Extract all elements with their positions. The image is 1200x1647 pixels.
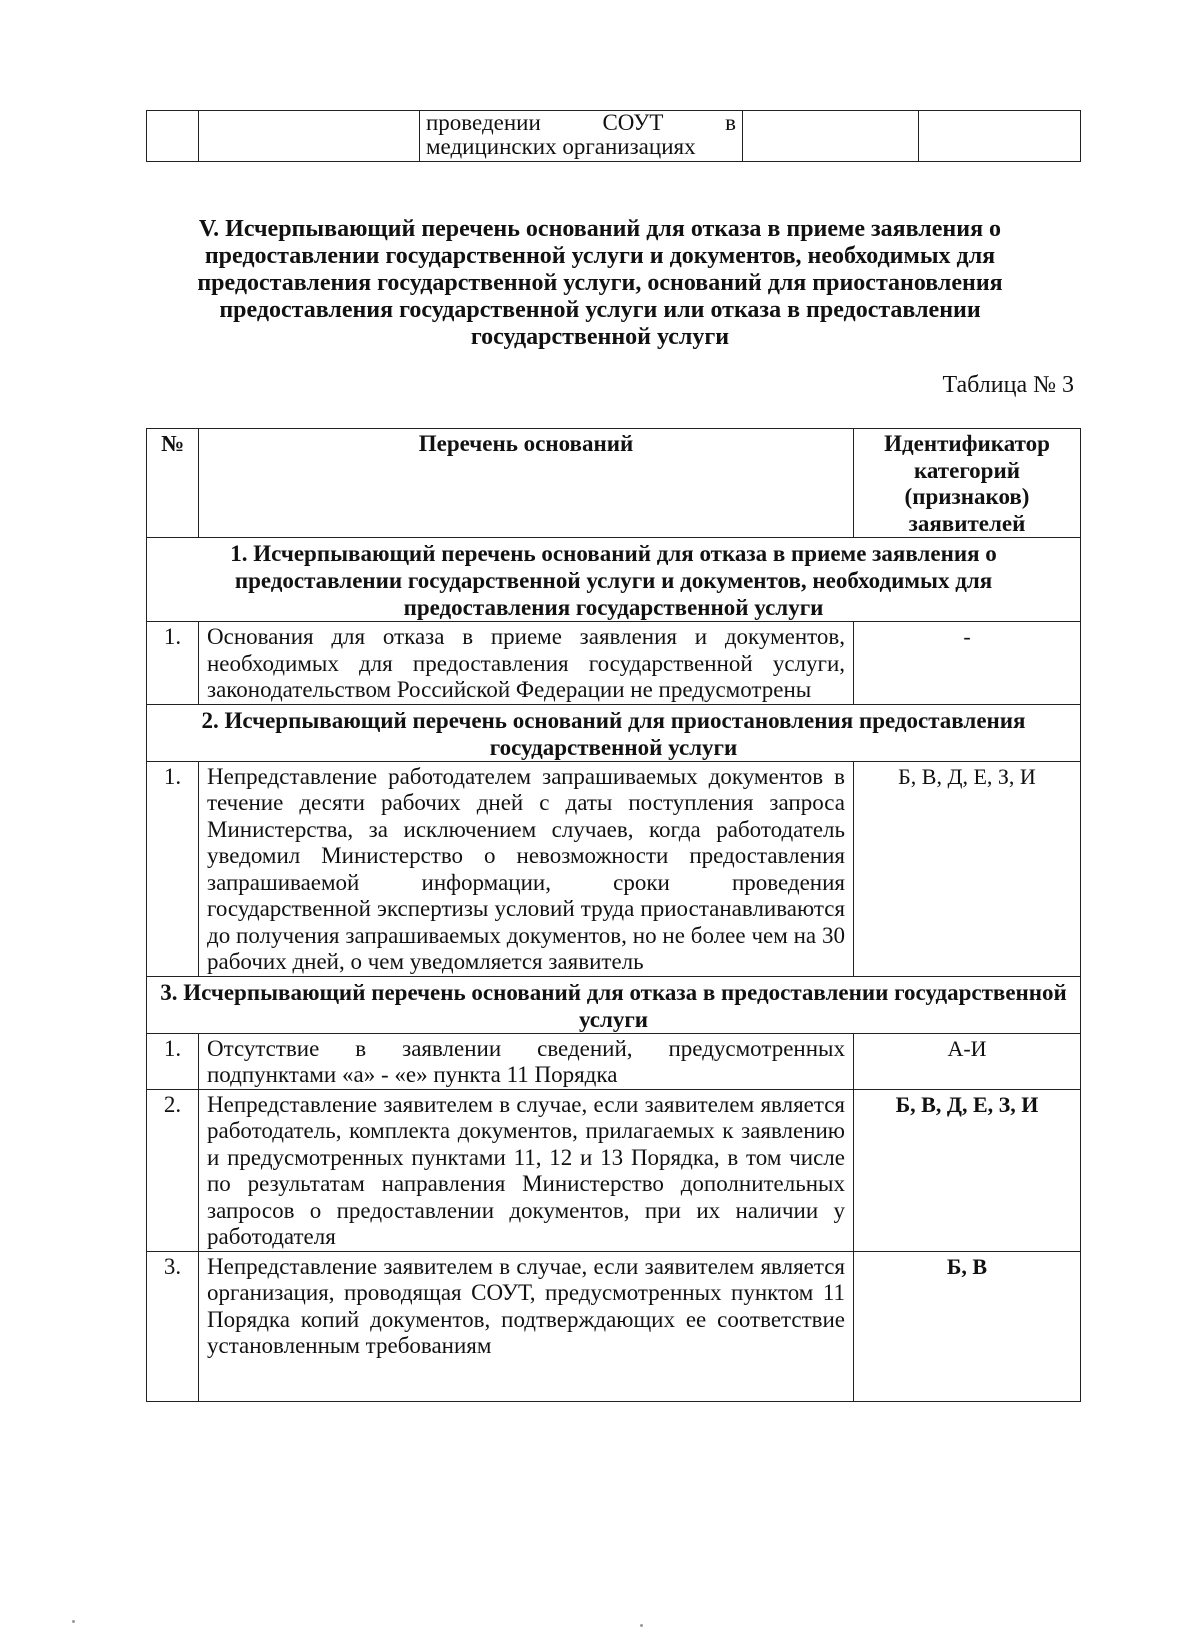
table-cell-empty xyxy=(147,111,199,162)
table-row xyxy=(147,111,1081,162)
table-header-row xyxy=(147,429,1081,538)
row-identifier: Б, В, Д, Е, З, И xyxy=(854,761,1081,976)
row-text: Основания для отказа в приеме заявления и документов, необходимых для предоставления государственной услуги, законодательством Российской Федерации не предусмотрены xyxy=(199,622,854,705)
row-identifier: Б, В xyxy=(854,1251,1081,1401)
row-text: Отсутствие в заявлении сведений, предусмотренных подпунктами «а» - «е» пункта 11 Порядка xyxy=(199,1033,854,1089)
section-heading: V. Исчерпывающий перечень оснований для отказа в приеме заявления о предоставлении государственной услуги и документов, необходимых для предоставления государственной услуги, оснований для приостановления предоставления государственной услуги или отказа в предоставлении государственной услуги xyxy=(197,216,1003,350)
section-row xyxy=(147,704,1081,761)
header-num: № xyxy=(147,429,199,538)
table-caption: Таблица № 3 xyxy=(942,372,1074,398)
table-row xyxy=(147,761,1081,976)
row-identifier: Б, В, Д, Е, З, И xyxy=(854,1089,1081,1251)
scan-marks xyxy=(0,1620,1200,1640)
header-grounds: Перечень оснований xyxy=(199,429,854,538)
row-num: 1. xyxy=(147,622,199,705)
table-row xyxy=(147,622,1081,705)
table-cell-empty xyxy=(199,111,420,162)
section-title: 1. Исчерпывающий перечень оснований для отказа в приеме заявления о предоставлении государственной услуги и документов, необходимых для предоставления государственной услуги xyxy=(147,538,1081,622)
table-cell-empty xyxy=(743,111,919,162)
scan-dot xyxy=(640,1624,643,1627)
row-identifier: - xyxy=(854,622,1081,705)
section-title: 3. Исчерпывающий перечень оснований для отказа в предоставлении государственной услуги xyxy=(147,976,1081,1033)
header-identifier: Идентификатор категорий (признаков) заявителей xyxy=(854,429,1081,538)
grounds-table xyxy=(146,428,1081,1402)
section-title: 2. Исчерпывающий перечень оснований для приостановления предоставления государственной услуги xyxy=(147,704,1081,761)
scan-dot xyxy=(72,1620,75,1623)
section-row xyxy=(147,976,1081,1033)
table-cell-text: проведении СОУТ в медицинских организациях xyxy=(420,111,743,162)
table-cell-empty xyxy=(919,111,1081,162)
table-row xyxy=(147,1089,1081,1251)
section-row xyxy=(147,538,1081,622)
row-text: Непредставление заявителем в случае, если заявителем является работодатель, комплекта документов, прилагаемых к заявлению и предусмотренных пунктами 11, 12 и 13 Порядка, в том числе по результатам направления Министерство дополнительных запросов о предоставлении документов, при их наличии у работодателя xyxy=(199,1089,854,1251)
row-num: 1. xyxy=(147,1033,199,1089)
row-text: Непредставление работодателем запрашиваемых документов в течение десяти рабочих дней с даты поступления запроса Министерства, за исключением случаев, когда работодатель уведомил Министерство о невозможности предоставления запрашиваемой информации, сроки проведения государственной экспертизы условий труда приостанавливаются до получения запрашиваемых документов, но не более чем на 30 рабочих дней, о чем уведомляется заявитель xyxy=(199,761,854,976)
continuation-table xyxy=(146,110,1081,162)
row-num: 1. xyxy=(147,761,199,976)
table-row xyxy=(147,1251,1081,1401)
row-text: Непредставление заявителем в случае, если заявителем является организация, проводящая СОУТ, предусмотренных пунктом 11 Порядка копий документов, подтверждающих ее соответствие установленным требованиям xyxy=(199,1251,854,1401)
table-row xyxy=(147,1033,1081,1089)
row-num: 3. xyxy=(147,1251,199,1401)
row-num: 2. xyxy=(147,1089,199,1251)
row-identifier: А-И xyxy=(854,1033,1081,1089)
